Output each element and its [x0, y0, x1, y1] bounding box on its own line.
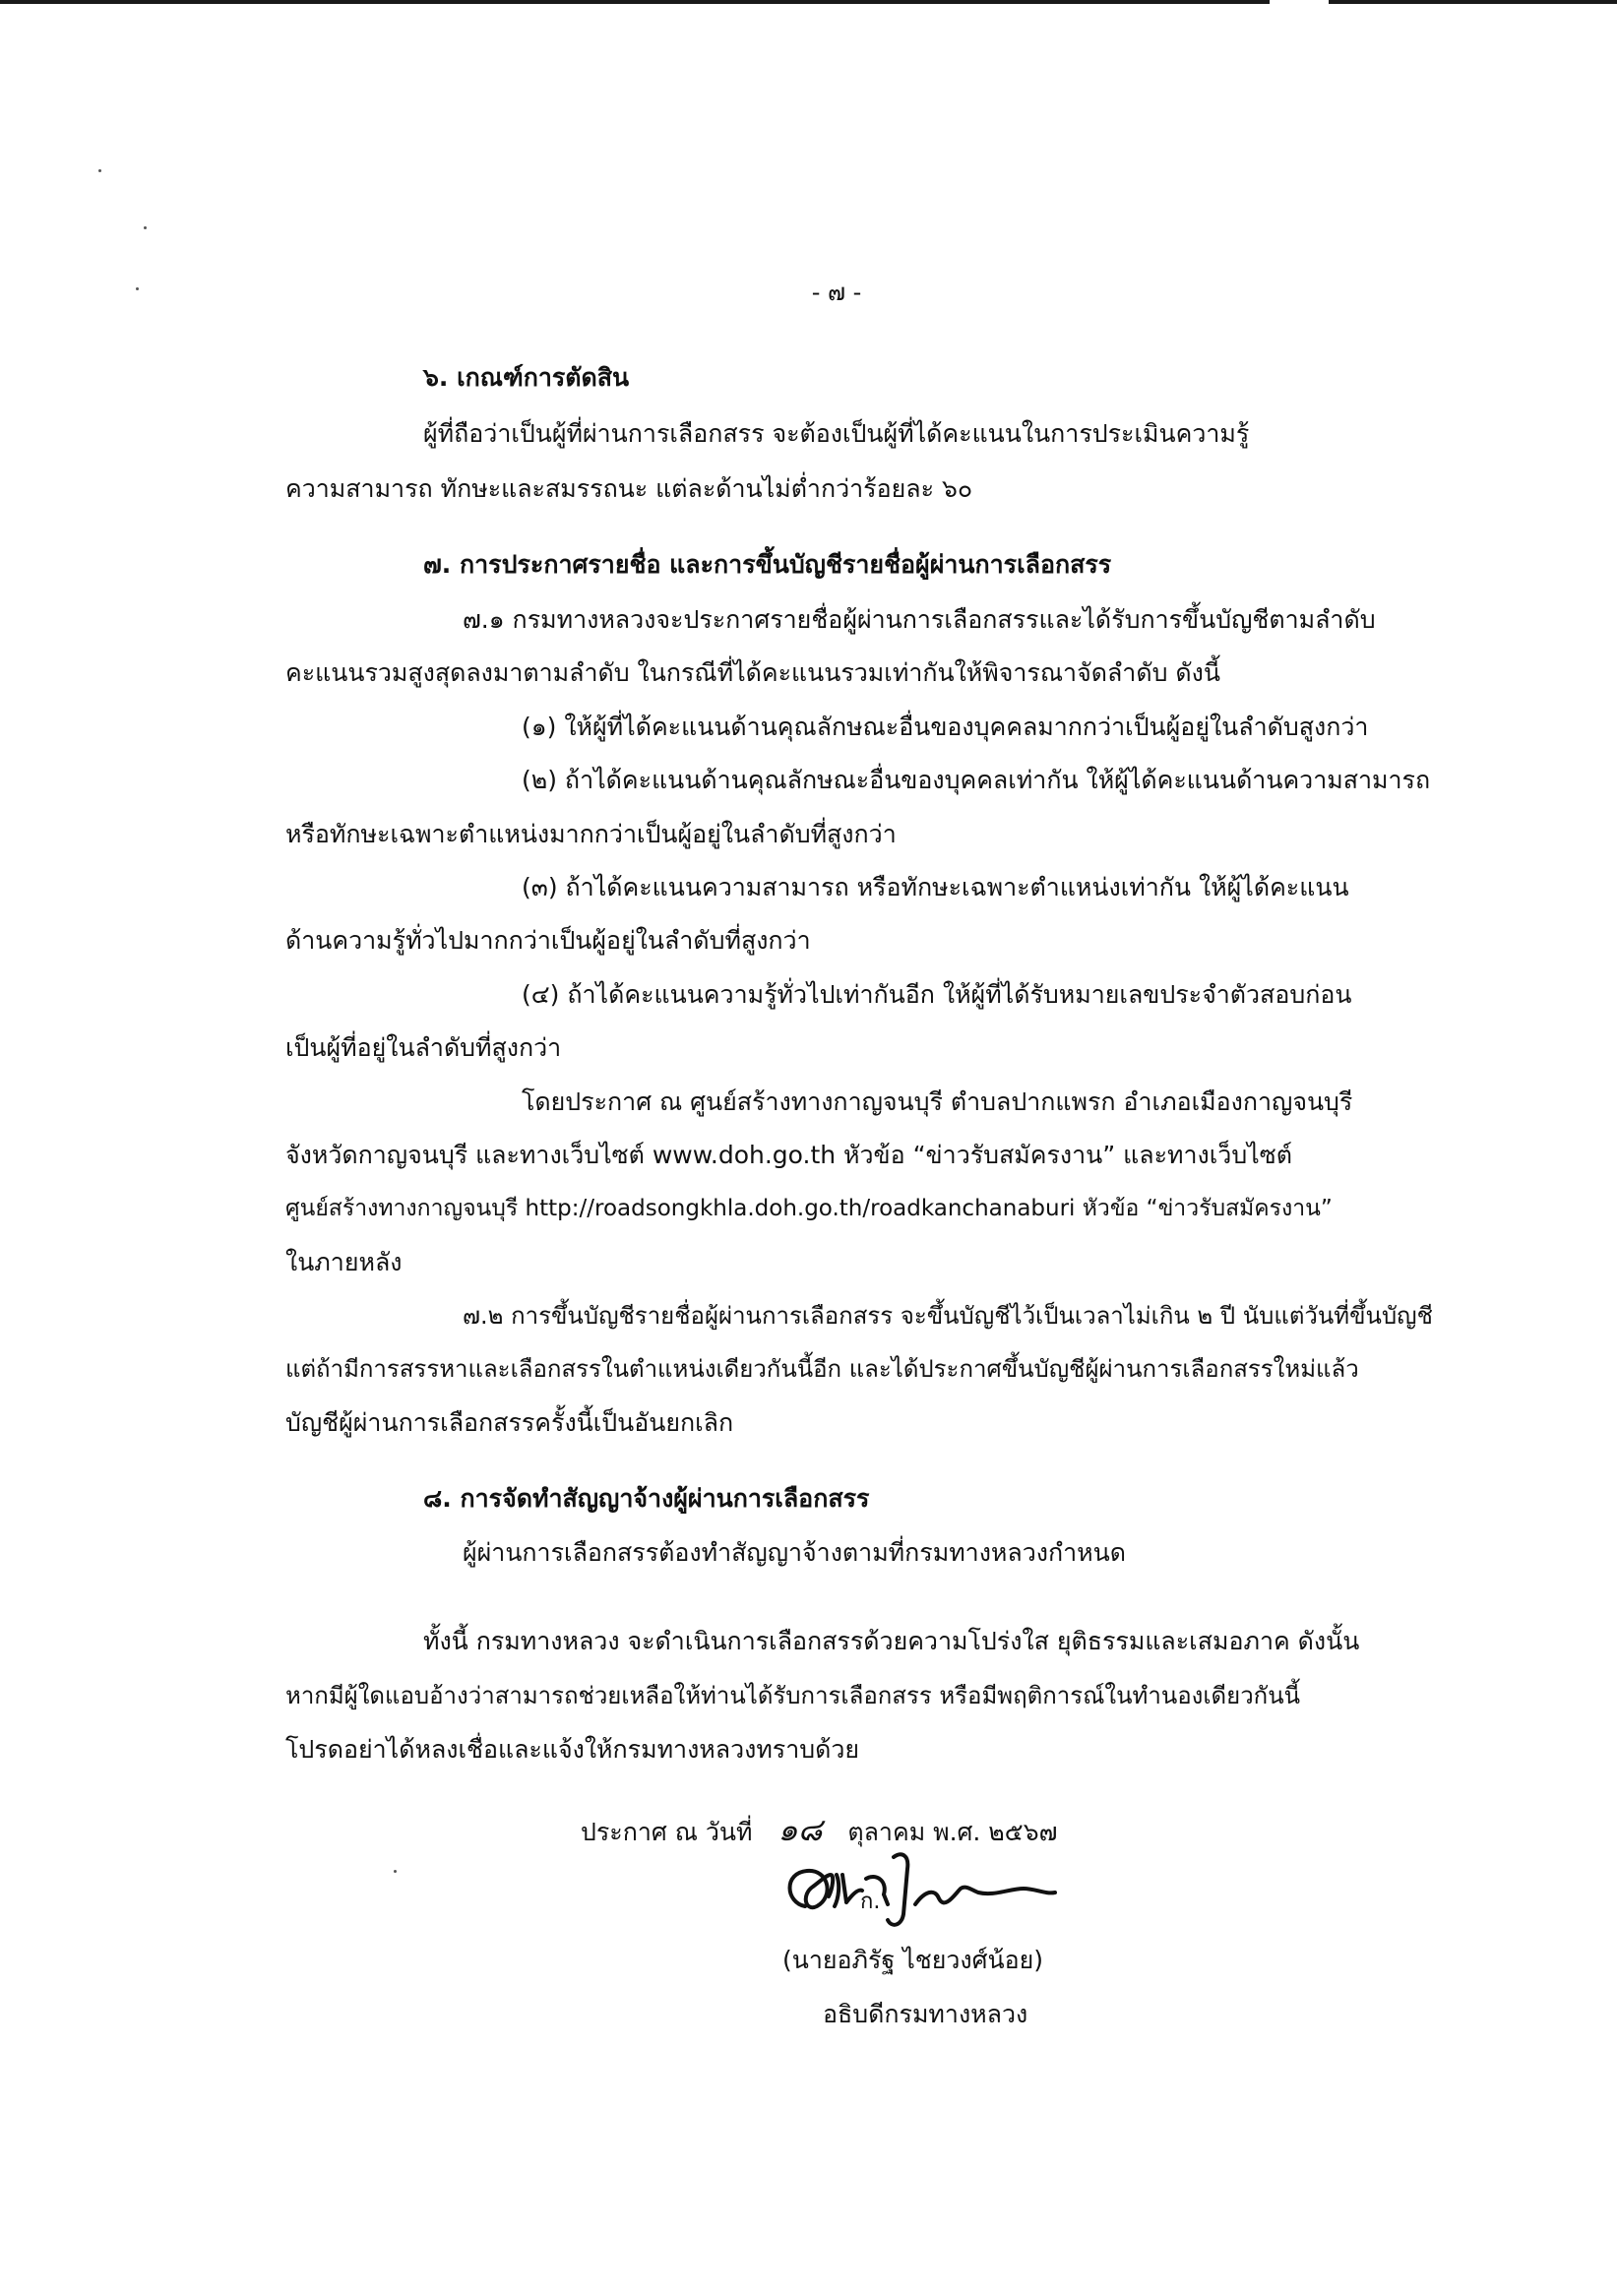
- section-8-heading: ๘. การจัดทำสัญญาจ้างผู้ผ่านการเลือกสรร: [423, 1484, 870, 1513]
- paragraph-line: ทั้งนี้ กรมทางหลวง จะดำเนินการเลือกสรรด้วยความโปร่งใส ยุติธรรมและเสมอภาค ดังนั้น: [423, 1627, 1360, 1655]
- signer-name: (นายอภิรัฐ ไชยวงศ์น้อย): [782, 1946, 1044, 1974]
- scan-edge-line: [1329, 0, 1617, 4]
- section-6-heading: ๖. เกณฑ์การตัดสิน: [423, 363, 630, 392]
- announcement-date: [581, 1813, 1057, 1849]
- announcement-day: ๑๘: [777, 1811, 823, 1848]
- paragraph-line: หากมีผู้ใดแอบอ้างว่าสามารถช่วยเหลือให้ท่านได้รับการเลือกสรร หรือมีพฤติการณ์ในทำนองเดียวกันนี้: [285, 1682, 1301, 1709]
- list-item: (๑) ให้ผู้ที่ได้คะแนนด้านคุณลักษณะอื่นของบุคคลมากกว่าเป็นผู้อยู่ในลำดับสูงกว่า: [522, 713, 1369, 741]
- scan-speck: [136, 287, 139, 290]
- signature-image: [777, 1845, 1063, 1944]
- list-item: (๔) ถ้าได้คะแนนความรู้ทั่วไปเท่ากันอีก ให้ผู้ที่ได้รับหมายเลขประจำตัวสอบก่อน: [522, 980, 1352, 1009]
- paragraph-line: ด้านความรู้ทั่วไปมากกว่าเป็นผู้อยู่ในลำดับที่สูงกว่า: [285, 926, 811, 955]
- list-item: (๒) ถ้าได้คะแนนด้านคุณลักษณะอื่นของบุคคลเท่ากัน ให้ผู้ได้คะแนนด้านความสามารถ: [522, 766, 1431, 794]
- paragraph-line: บัญชีผู้ผ่านการเลือกสรรครั้งนี้เป็นอันยกเลิก: [285, 1408, 734, 1437]
- svg-text:ก.: ก.: [860, 1890, 881, 1914]
- paragraph-line: ๗.๒ การขึ้นบัญชีรายชื่อผู้ผ่านการเลือกสรร จะขึ้นบัญชีไว้เป็นเวลาไม่เกิน ๒ ปี นับแต่วันที่ขึ้นบัญชี: [463, 1302, 1433, 1330]
- paragraph-line: โปรดอย่าได้หลงเชื่อและแจ้งให้กรมทางหลวงทราบด้วย: [285, 1735, 860, 1764]
- paragraph-line: ๗.๑ กรมทางหลวงจะประกาศรายชื่อผู้ผ่านการเลือกสรรและได้รับการขึ้นบัญชีตามลำดับ: [463, 605, 1376, 634]
- page-number: - ๗ -: [811, 279, 862, 306]
- paragraph-line: แต่ถ้ามีการสรรหาและเลือกสรรในตำแหน่งเดียวกันนี้อีก และได้ประกาศขึ้นบัญชีผู้ผ่านการเลือกสรรใหม่แล้ว: [285, 1355, 1359, 1383]
- scan-speck: [98, 169, 101, 172]
- signer-title: อธิบดีกรมทางหลวง: [823, 2000, 1028, 2028]
- announcement-month-year: ตุลาคม พ.ศ. ๒๕๖๗: [847, 1818, 1058, 1846]
- scan-speck: [394, 1870, 397, 1873]
- paragraph-line: หรือทักษะเฉพาะตำแหน่งมากกว่าเป็นผู้อยู่ในลำดับที่สูงกว่า: [285, 820, 897, 848]
- paragraph-line: ศูนย์สร้างทางกาญจนบุรี http://roadsongkhla.doh.go.th/roadkanchanaburi หัวข้อ “ข่าวรับสมัครงาน”: [285, 1196, 1333, 1221]
- section-7-heading: ๗. การประกาศรายชื่อ และการขึ้นบัญชีรายชื่อผู้ผ่านการเลือกสรร: [423, 550, 1112, 579]
- scan-edge-line: [0, 0, 1270, 4]
- scan-speck: [144, 226, 147, 229]
- paragraph-line: โดยประกาศ ณ ศูนย์สร้างทางกาญจนบุรี ตำบลปากแพรก อำเภอเมืองกาญจนบุรี: [522, 1087, 1353, 1116]
- announcement-prefix: ประกาศ ณ วันที่: [581, 1818, 753, 1846]
- paragraph-line: ความสามารถ ทักษะและสมรรถนะ แต่ละด้านไม่ต่ำกว่าร้อยละ ๖๐: [285, 474, 973, 503]
- paragraph-line: ในภายหลัง: [285, 1248, 403, 1276]
- paragraph-line: ผู้ผ่านการเลือกสรรต้องทำสัญญาจ้างตามที่กรมทางหลวงกำหนด: [463, 1538, 1126, 1567]
- paragraph-line: คะแนนรวมสูงสุดลงมาตามลำดับ ในกรณีที่ได้คะแนนรวมเท่ากันให้พิจารณาจัดลำดับ ดังนี้: [285, 658, 1220, 687]
- paragraph-line: ผู้ที่ถือว่าเป็นผู้ที่ผ่านการเลือกสรร จะต้องเป็นผู้ที่ได้คะแนนในการประเมินความรู้: [423, 419, 1250, 448]
- list-item: (๓) ถ้าได้คะแนนความสามารถ หรือทักษะเฉพาะตำแหน่งเท่ากัน ให้ผู้ได้คะแนน: [522, 873, 1349, 901]
- paragraph-line: เป็นผู้ที่อยู่ในลำดับที่สูงกว่า: [285, 1033, 562, 1062]
- paragraph-line: จังหวัดกาญจนบุรี และทางเว็บไซต์ www.doh.go.th หัวข้อ “ข่าวรับสมัครงาน” และทางเว็บไซต์: [285, 1141, 1292, 1169]
